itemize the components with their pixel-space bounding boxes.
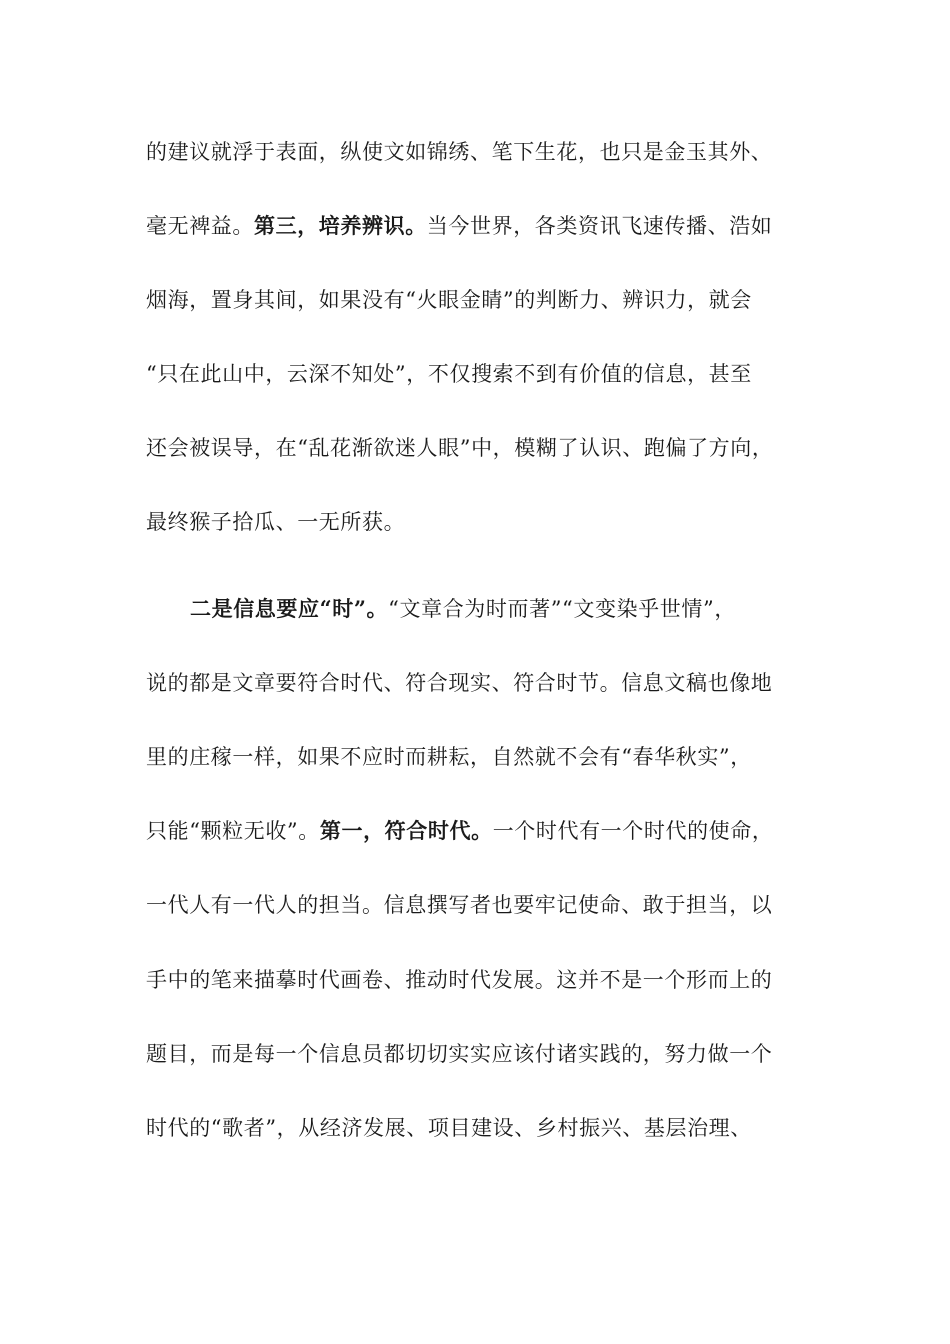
subheading-first: 第一，符合时代。 <box>319 818 493 843</box>
paragraph2-line-1 <box>190 592 806 626</box>
text-segment: 里的庄稼一样，如果不应时而耕耘，自然就不会有“春华秋实”， <box>146 745 752 769</box>
text-segment: 手中的笔来描摹时代画卷、推动时代发展。这并不是一个形而上的 <box>146 968 773 992</box>
text-segment: “只在此山中，云深不知处”，不仅搜索不到有价值的信息，甚至 <box>146 362 752 386</box>
text-segment: 一个时代有一个时代的使命， <box>492 819 774 843</box>
paragraph2-line-6 <box>146 963 806 997</box>
text-segment: 还会被误导，在“乱花渐欲迷人眼”中，模糊了认识、跑偏了方向， <box>146 436 774 460</box>
text-segment: 当今世界，各类资讯飞速传播、浩如 <box>426 214 773 238</box>
paragraph1-line-6 <box>146 505 806 539</box>
text-segment: 烟海，置身其间，如果没有“火眼金睛”的判断力、辨识力，就会 <box>146 288 752 312</box>
text-segment: 一代人有一代人的担当。信息撰写者也要牢记使命、敢于担当，以 <box>146 893 773 917</box>
paragraph1-line-5 <box>146 431 806 465</box>
text-segment: 只能“颗粒无收”。 <box>146 819 320 843</box>
text-segment: 最终猴子拾瓜、一无所获。 <box>146 510 406 534</box>
text-segment: 题目，而是每一个信息员都切切实实应该付诸实践的，努力做一个 <box>146 1042 773 1066</box>
text-segment: 说的都是文章要符合时代、符合现实、符合时节。信息文稿也像地 <box>146 671 773 695</box>
paragraph2-line-5 <box>146 888 806 922</box>
text-segment: 的建议就浮于表面，纵使文如锦绣、笔下生花，也只是金玉其外、 <box>146 140 773 164</box>
paragraph1-line-4 <box>146 357 806 391</box>
section-heading: 二是信息要应“时”。 <box>190 596 389 621</box>
text-segment: 时代的“歌者”，从经济发展、项目建设、乡村振兴、基层治理、 <box>146 1116 752 1140</box>
paragraph2-line-7 <box>146 1037 806 1071</box>
paragraph2-line-4 <box>146 814 806 848</box>
text-segment: “文章合为时而著”“文变染乎世情”， <box>388 597 736 621</box>
paragraph2-line-2 <box>146 666 806 700</box>
text-segment: 毫无裨益。 <box>146 214 254 238</box>
paragraph1-line-2 <box>146 209 806 243</box>
paragraph2-line-3 <box>146 740 806 774</box>
paragraph2-line-8 <box>146 1111 806 1145</box>
subheading-third: 第三，培养辨识。 <box>254 213 427 238</box>
paragraph1-line-1 <box>146 135 806 169</box>
paragraph1-line-3 <box>146 283 806 317</box>
